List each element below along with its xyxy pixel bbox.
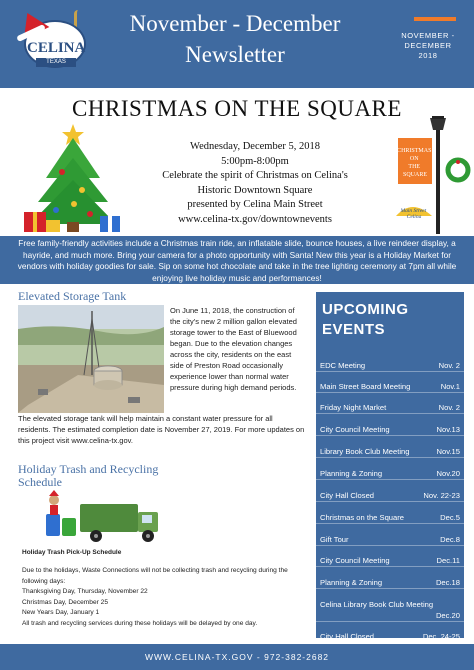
trash-day-newyears: New Years Day, January 1	[22, 609, 100, 616]
trash-heading	[18, 463, 158, 489]
trash-heading-line2: Schedule	[18, 475, 62, 489]
event-name: Planning & Zoning	[320, 578, 383, 587]
event-date: Nov. 2	[438, 403, 460, 412]
event-name: City Council Meeting	[320, 556, 390, 565]
trash-intro: Due to the holidays, Waste Connections will not be collecting trash and recycling during the following days:	[22, 567, 288, 585]
event-row	[316, 402, 464, 414]
event-name: Celina Library Book Club Meeting	[320, 600, 434, 609]
trash-day-thanksgiving: Thanksgiving Day, Thursday, November 22	[22, 588, 148, 595]
event-name: City Hall Closed	[320, 491, 375, 500]
event-date: Dec. 24-25	[422, 632, 460, 641]
trash-schedule	[22, 566, 310, 629]
event-row	[316, 599, 464, 622]
footer-contact: WWW.CELINA-TX.GOV - 972-382-2682	[0, 644, 474, 670]
christmas-title: CHRISTMAS ON THE SQUARE	[72, 96, 402, 121]
event-name: Main Street Board Meeting	[320, 382, 411, 391]
events-title-line1: UPCOMING	[322, 301, 409, 318]
upcoming-events-panel	[316, 292, 464, 641]
event-date: Dec.8	[440, 535, 460, 544]
event-date: Nov. 2	[438, 361, 460, 370]
event-row	[316, 468, 464, 480]
event-name: City Hall Closed	[320, 632, 375, 641]
events-title	[322, 300, 458, 340]
event-row	[316, 381, 464, 393]
event-date: Dec.11	[436, 556, 460, 565]
tank-description-2: The elevated storage tank will help maintain a constant water pressure for all residents. The estimated completion date is November 27, 2019. For more updates on this project visit www.celina-tx.gov.	[18, 414, 305, 445]
newsletter-title-line1: November - December	[129, 11, 341, 36]
newsletter-date	[388, 31, 468, 61]
event-row	[316, 631, 464, 643]
events-title-line2: EVENTS	[322, 321, 386, 338]
event-desc-line2: Historic Downtown Square	[197, 184, 313, 196]
christmas-tree-icon	[18, 120, 128, 238]
event-row	[316, 490, 464, 502]
newsletter-title-line2: Newsletter	[185, 42, 285, 67]
event-name: Library Book Club Meeting	[320, 447, 410, 456]
event-row	[316, 360, 464, 372]
event-name: Christmas on the Square	[320, 513, 404, 522]
logo-subtext: TEXAS	[36, 58, 76, 67]
event-name: EDC Meeting	[320, 361, 366, 370]
event-row	[316, 555, 464, 567]
event-time: 5:00pm-8:00pm	[221, 155, 289, 167]
trash-day-christmas: Christmas Day, December 25	[22, 598, 108, 606]
event-url: www.celina-tx.gov/downtownevents	[178, 213, 332, 225]
event-row	[316, 446, 464, 458]
event-date: Dec.18	[435, 578, 460, 587]
lamp-post-icon	[392, 108, 472, 236]
event-date: Dec.5	[440, 513, 460, 522]
event-date: Nov.1	[440, 382, 460, 391]
event-name: Gift Tour	[320, 535, 349, 544]
event-desc-line1: Celebrate the spirit of Christmas on Celina's	[162, 170, 348, 181]
activities-banner: Free family-friendly activities include a Christmas train ride, an inflatable slide, bounce houses, a live reindeer display, a hayride, and much more. Bring your camera for a photo opportunity with Santa! New this year is a Holiday Market for vendors with holiday goodies for sale. Sip on some hot chocolate and take in the tree lighting ceremony at 7pm all while enjoying live holiday music and performances!	[0, 236, 474, 284]
date-line2: DECEMBER	[404, 41, 452, 50]
event-date: Nov.20	[436, 469, 460, 478]
event-date: Nov.15	[436, 447, 460, 456]
event-row	[316, 534, 464, 546]
event-row	[316, 577, 464, 589]
tank-description: On June 11, 2018, the construction of the city's new 2 million gallon elevated storage tower to the East of Bluewood began. Due to the elevation changes across the city, residents on the east side of Preston Road occasionally experience lower than normal water pressure during high demand periods.	[170, 306, 297, 392]
trash-note: All trash and recycling services during these holidays will be delayed by one day.	[22, 619, 258, 627]
banner-sign-text: CHRISTMAS ON THE SQUARE	[397, 148, 432, 178]
main-street-sign-text: Main Street Celina	[400, 208, 427, 220]
event-name: Planning & Zoning	[320, 469, 383, 478]
event-date: Wednesday, December 5, 2018	[190, 141, 320, 152]
event-date: Dec.20	[435, 611, 460, 620]
date-line1: NOVEMBER -	[401, 31, 455, 40]
event-date: Nov. 22-23	[423, 491, 460, 500]
trash-heading-line1: Holiday Trash and Recycling	[18, 462, 159, 476]
event-name: City Council Meeting	[320, 425, 390, 434]
header-band	[0, 0, 474, 88]
trash-caption: Holiday Trash Pick-Up Schedule	[22, 549, 122, 556]
tank-heading: Elevated Storage Tank	[18, 289, 127, 303]
event-date: Nov.13	[436, 425, 460, 434]
storage-tank-photo	[18, 305, 164, 413]
christmas-event-details	[150, 140, 360, 227]
event-presenter: presented by Celina Main Street	[187, 199, 323, 210]
logo-text: CELINA	[27, 40, 86, 56]
date-line3: 2018	[418, 51, 438, 60]
accent-bar	[414, 17, 456, 21]
newsletter-title	[100, 8, 370, 70]
event-row	[316, 424, 464, 436]
celina-logo	[14, 10, 100, 80]
event-row	[316, 512, 464, 524]
event-name: Friday Night Market	[320, 403, 387, 412]
garbage-truck-icon	[40, 490, 166, 548]
